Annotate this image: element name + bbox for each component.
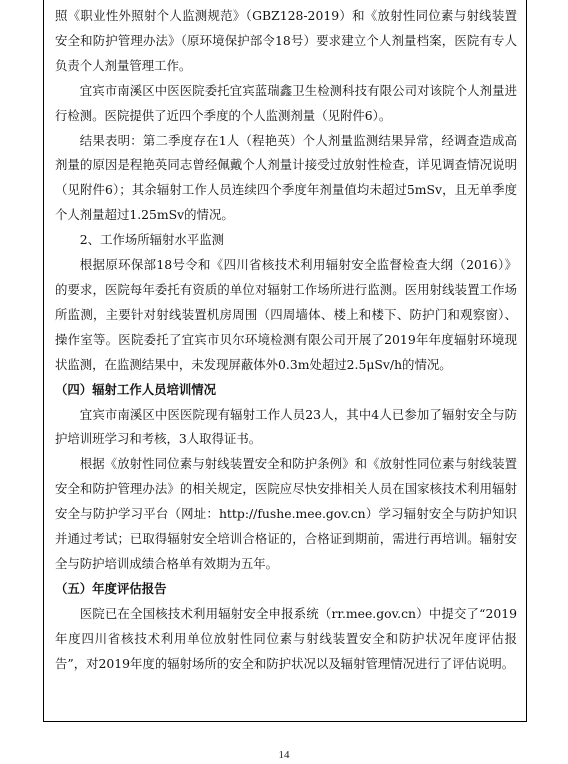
document-body (55, 4, 517, 676)
paragraph-dosimetry-results: 结果表明：第二季度存在1人（程艳英）个人剂量监测结果异常，经调查造成高剂量的原因是程艳英同志曾经佩戴个人剂量计接受过放射性检查，详见调查情况说明（见附件6）；其余辐射工作人员连续四个季度年剂量值均未超过5mSv，且无单季度个人剂量超过1.25mSv的情况。 (55, 132, 517, 223)
paragraph-training-status: 宜宾市南溪区中医医院现有辐射工作人员23人，其中4人已参加了辐射安全与防护培训班学习和考核，3人取得证书。 (55, 406, 517, 447)
paragraph-training-requirements: 根据《放射性同位素与射线装置安全和防护条例》和《放射性同位素与射线装置安全和防护管理办法》的相关规定，医院应尽快安排相关人员在国家核技术利用辐射安全与防护学习平台（网址：http://fushe.mee.gov.cn）学习辐射安全与防护知识并通过考试；已取得辐射安全培训合格证的，合格证到期前，需进行再培训。辐射安全与防护培训成绩合格单有效期为五年。 (55, 456, 517, 571)
subsection-title-workplace-monitoring: 2、工作场所辐射水平监测 (79, 232, 224, 248)
paragraph-dosimetry-commission: 宜宾市南溪区中医医院委托宜宾蓝瑞鑫卫生检测科技有限公司对该院个人剂量进行检测。医院提供了近四个季度的个人监测剂量（见附件6）。 (55, 82, 517, 123)
paragraph-annual-report: 医院已在全国核技术利用辐射安全申报系统（rr.mee.gov.cn）中提交了“2019年度四川省核技术利用单位放射性同位素与射线装置安全和防护状况年度评估报告”，对2019年度的辐射场所的安全和防护状况以及辐射管理情况进行了评估说明。 (55, 605, 517, 671)
section-heading-annual-report: （五）年度评估报告 (55, 580, 167, 596)
section-heading-training: （四）辐射工作人员培训情况 (55, 381, 217, 397)
paragraph-intro-continuation: 照《职业性外照射个人监测规范》（GBZ128-2019）和《放射性同位素与射线装置安全和防护管理办法》（原环境保护部令18号）要求建立个人剂量档案，医院有专人负责个人剂量管理工作。 (55, 8, 517, 73)
paragraph-workplace-monitoring: 根据原环保部18号令和《四川省核技术利用辐射安全监督检查大纲（2016）》的要求，医院每年委托有资质的单位对辐射工作场所进行监测。医用射线装置工作场所监测，主要针对射线装置机房周围（四周墙体、楼上和楼下、防护门和观察窗）、操作室等。医院委托了宜宾市贝尔环境检测有限公司开展了2019年年度辐射环境现状监测，在监测结果中，未发现屏蔽体外0.3m处超过2.5μSv/h的情况。 (55, 257, 517, 372)
page-number: 14 (278, 749, 290, 761)
